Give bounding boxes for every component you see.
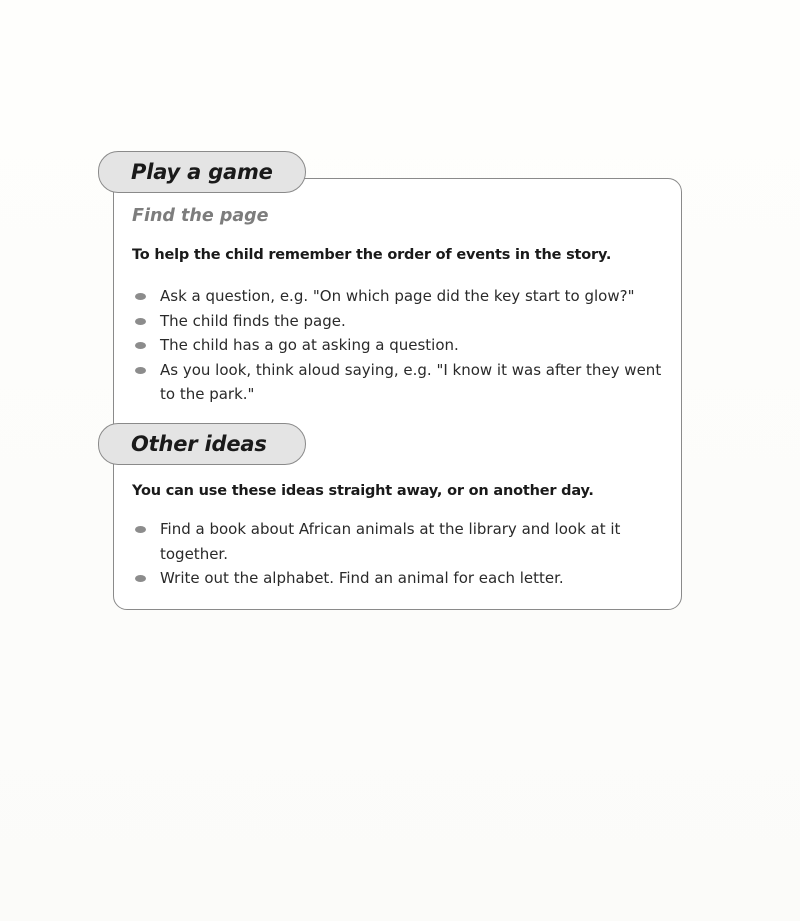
bullet-dot-icon [135,526,146,533]
other-intro-text: You can use these ideas straight away, or on another day. [132,483,594,499]
play-a-game-tab: Play a game [98,151,306,193]
list-item [132,284,667,309]
other-ideas-tab: Other ideas [98,423,306,465]
play-intro-text: To help the child remember the order of events in the story. [132,247,612,263]
list-item [132,333,667,358]
list-item [132,566,667,591]
list-item [132,358,667,407]
list-item [132,517,667,566]
list-item-text: The child finds the page. [160,311,346,330]
bullet-dot-icon [135,293,146,300]
list-item-text: As you look, think aloud saying, e.g. "I know it was after they went to the park." [160,360,662,403]
bullet-dot-icon [135,318,146,325]
list-item [132,309,667,334]
list-item-text: Ask a question, e.g. "On which page did the key start to glow?" [160,287,635,305]
bullet-dot-icon [135,367,146,374]
play-bullet-list [132,284,667,407]
list-item-text: Write out the alphabet. Find an animal for each letter. [160,569,564,587]
other-bullet-list [132,517,667,591]
list-item-text: Find a book about African animals at the library and look at it together. [160,520,621,563]
find-the-page-heading: Find the page [132,206,269,226]
bullet-dot-icon [135,575,146,582]
list-item-text: The child has a go at asking a question. [160,336,459,354]
bullet-dot-icon [135,342,146,349]
